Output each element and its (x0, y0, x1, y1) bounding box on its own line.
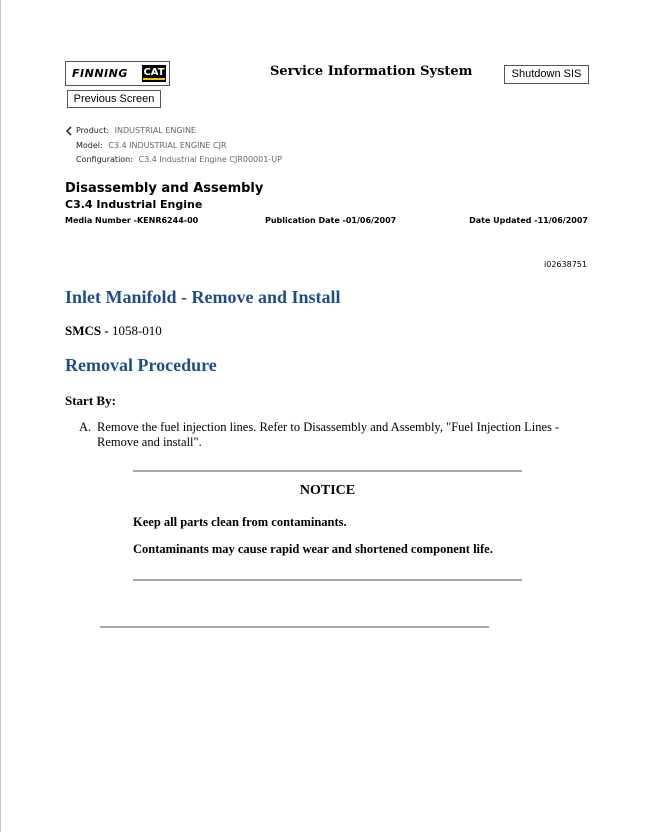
smcs-label: SMCS - (65, 323, 109, 338)
chevron-left-icon[interactable] (65, 126, 73, 136)
cat-logo-text: CAT (143, 66, 165, 78)
list-item (79, 420, 579, 450)
configuration-line (65, 155, 282, 164)
notice-line: Keep all parts clean from contaminants. (133, 515, 347, 529)
page-heading: Inlet Manifold - Remove and Install (65, 287, 341, 307)
document-subtitle: C3.4 Industrial Engine (65, 198, 203, 211)
model-value: C3.4 INDUSTRIAL ENGINE CJR (108, 141, 227, 150)
notice-line: Contaminants may cause rapid wear and shortened component life. (133, 542, 493, 556)
model-label: Model: (76, 141, 103, 150)
notice-bottom-rule (133, 579, 522, 581)
publication-date: Publication Date -01/06/2007 (265, 216, 397, 225)
step-text: Remove the fuel injection lines. Refer to Disassembly and Assembly, "Fuel Injection Lines - Remove and install". (97, 420, 560, 449)
smcs-value: 1058-010 (108, 323, 162, 338)
product-value: INDUSTRIAL ENGINE (114, 126, 196, 135)
step-marker: A. (79, 420, 92, 434)
configuration-label: Configuration: (76, 155, 133, 164)
smcs-code (65, 323, 162, 339)
product-label: Product: (76, 126, 110, 135)
start-by-label: Start By: (65, 393, 116, 408)
product-line (65, 126, 196, 135)
date-updated: Date Updated -11/06/2007 (469, 216, 588, 225)
configuration-value: C3.4 Industrial Engine CJR00001-UP (138, 155, 282, 164)
shutdown-sis-button[interactable]: Shutdown SIS (504, 65, 589, 84)
media-number: Media Number -KENR6244-00 (65, 216, 199, 225)
system-title: Service Information System (270, 64, 473, 79)
section-heading: Removal Procedure (65, 355, 217, 375)
document-id: i02638751 (544, 260, 587, 269)
logo-wordmark: FINNING (72, 67, 128, 80)
previous-screen-button[interactable]: Previous Screen (67, 90, 161, 108)
notice-title: NOTICE (299, 483, 356, 498)
section-divider (100, 626, 489, 628)
document-title: Disassembly and Assembly (65, 181, 264, 196)
finning-cat-logo (65, 61, 170, 86)
cat-logo-icon (142, 65, 166, 82)
notice-top-rule (133, 470, 522, 472)
model-line (65, 141, 227, 150)
